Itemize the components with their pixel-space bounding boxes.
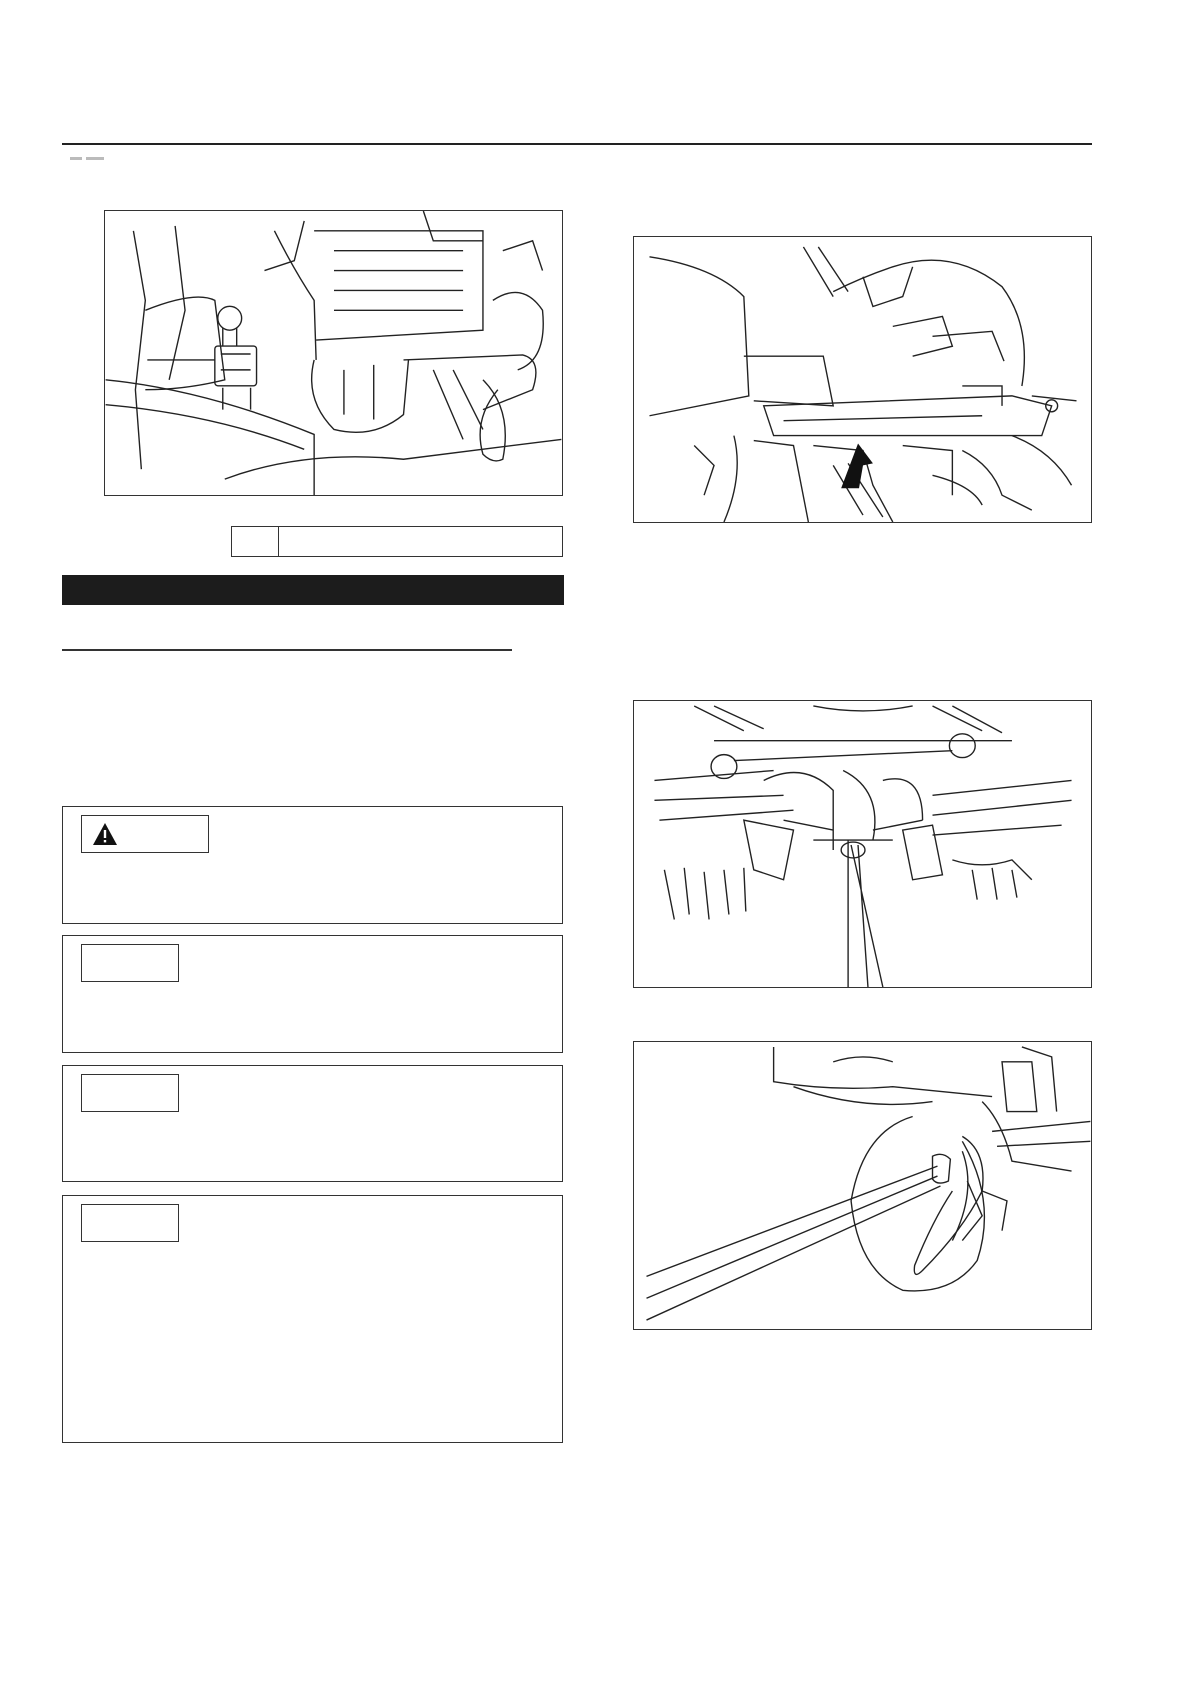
front-tow-hook-illustration <box>634 237 1091 522</box>
front-tie-down-illustration <box>634 701 1091 987</box>
figure-fuse-box <box>104 210 563 496</box>
note-label <box>81 1204 179 1242</box>
caution-label-1 <box>81 944 179 982</box>
warning-triangle-icon <box>92 822 118 846</box>
legend-number <box>232 527 279 556</box>
rear-tie-down-illustration <box>634 1042 1091 1329</box>
warning-box <box>62 806 563 924</box>
header-rule <box>62 143 1092 145</box>
warning-label <box>81 815 209 853</box>
figure-rear-tie-down <box>633 1041 1092 1330</box>
fuse-box-illustration <box>105 211 562 495</box>
section-title-bar <box>62 575 564 605</box>
figure-front-tow-hook <box>633 236 1092 523</box>
note-box <box>62 1195 563 1443</box>
page-marker <box>70 150 110 158</box>
legend-text <box>279 527 562 556</box>
subheading-underline <box>62 649 512 651</box>
caution-box-2 <box>62 1065 563 1182</box>
figure-front-tie-down <box>633 700 1092 988</box>
caution-box-1 <box>62 935 563 1053</box>
caution-label-2 <box>81 1074 179 1112</box>
figure-legend <box>231 526 563 557</box>
